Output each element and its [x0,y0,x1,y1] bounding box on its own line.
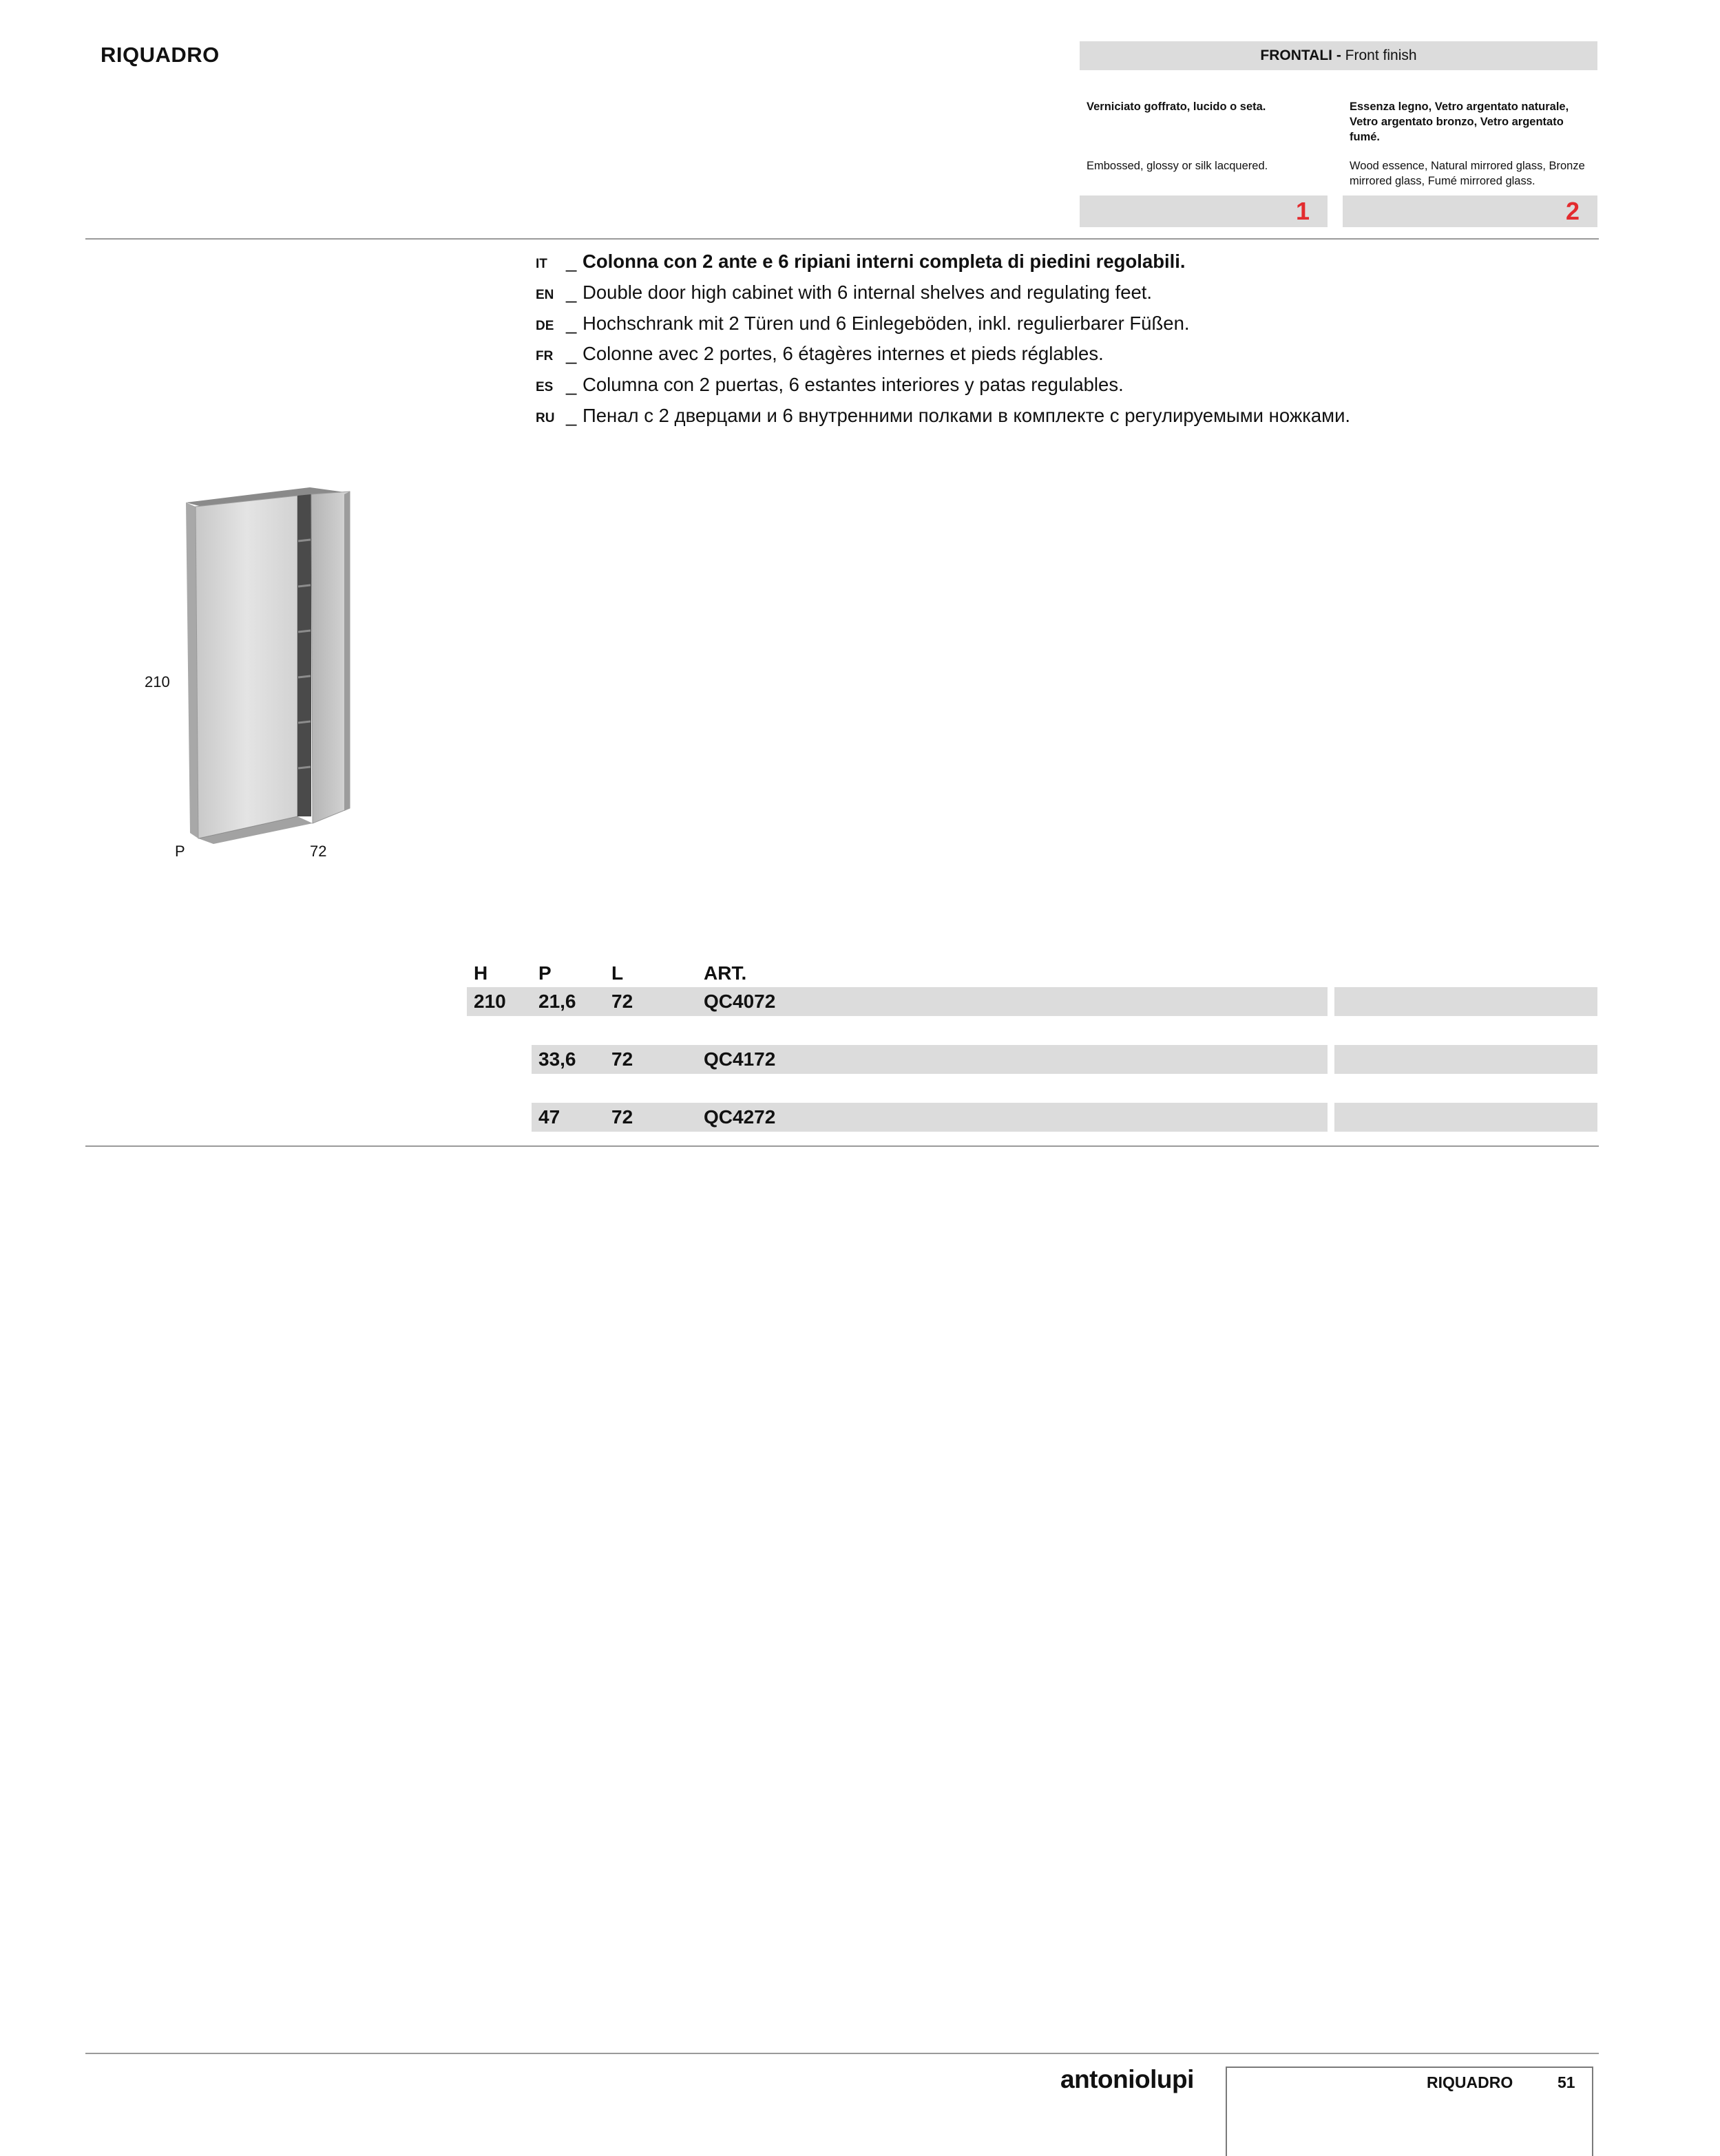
description-text: Hochschrank mit 2 Türen und 6 Einlegeböden, inkl. regulierbarer Füßen. [583,312,1190,334]
description-block [536,248,1350,433]
cell-l: 72 [611,1048,633,1070]
language-code: RU [536,410,555,425]
description-row [536,310,1350,341]
column-header-l: L [611,962,624,984]
divider-top [85,238,1599,240]
description-row [536,402,1350,433]
description-row [536,248,1350,279]
language-code: ES [536,380,554,395]
finish-1-it: Verniciato goffrato, lucido o seta. [1087,101,1266,113]
description-text: Пенал с 2 дверцами и 6 внутренними полками в комплекте с регулируемыми ножками. [583,404,1351,426]
footer-box [1226,2067,1593,2156]
column-header-h: H [474,962,488,984]
language-code: IT [536,257,547,271]
finish-number-2: 2 [1343,195,1597,227]
finish-column-2 [1350,99,1595,189]
finish-header [1080,41,1597,70]
column-header-art: ART. [704,962,747,984]
description-row [536,340,1350,371]
separator: _ [566,404,577,426]
cell-p: 47 [538,1106,560,1128]
dimension-width: 72 [310,843,327,860]
separator: _ [566,374,577,396]
table-row [467,987,1328,1016]
cell-art: QC4172 [704,1048,776,1070]
table-row-extra [1334,987,1597,1016]
divider-footer [85,2053,1599,2054]
description-text: Colonne avec 2 portes, 6 étagères internes et pieds réglables. [583,343,1104,365]
cabinet-door-left [196,496,297,838]
cabinet-door-right [311,492,350,823]
language-code: EN [536,287,554,302]
page-number: 51 [1558,2073,1575,2091]
description-text: Double door high cabinet with 6 internal shelves and regulating feet. [583,281,1153,303]
finish-number-1: 1 [1080,195,1328,227]
description-row [536,279,1350,310]
finish-2-en: Wood essence, Natural mirrored glass, Bronze mirrored glass, Fumé mirrored glass. [1350,160,1585,187]
language-code: DE [536,318,554,333]
footer-section: RIQUADRO [1427,2073,1513,2091]
table-row [532,1103,1328,1132]
finish-1-en: Embossed, glossy or silk lacquered. [1087,160,1268,172]
brand-logo: antoniolupi [1060,2065,1194,2093]
separator: _ [566,281,577,303]
finish-column-1 [1087,99,1332,173]
cell-p: 33,6 [538,1048,576,1070]
finish-2-it: Essenza legno, Vetro argentato naturale, Vetro argentato bronzo, Vetro argentato fumé. [1350,101,1569,143]
cell-l: 72 [611,1106,633,1128]
divider-bottom [85,1145,1599,1147]
cell-p: 21,6 [538,991,576,1012]
table-row-extra [1334,1045,1597,1074]
cell-h: 210 [474,991,506,1012]
cabinet-drawing [172,482,365,854]
finish-header-bold: FRONTALI - [1260,47,1341,63]
finish-header-text: Front finish [1341,47,1417,63]
table-row [532,1045,1328,1074]
separator: _ [566,343,577,365]
cell-art: QC4272 [704,1106,776,1128]
description-text: Colonna con 2 ante e 6 ripiani interni completa di piedini regolabili. [583,251,1186,272]
description-row [536,371,1350,402]
cell-art: QC4072 [704,991,776,1012]
dimension-depth: P [175,843,185,860]
description-text: Columna con 2 puertas, 6 estantes interiores y patas regulables. [583,374,1124,396]
dimension-height: 210 [145,673,170,690]
separator: _ [566,312,577,334]
cell-l: 72 [611,991,633,1012]
separator: _ [566,251,577,272]
page-title: RIQUADRO [101,43,220,67]
table-row-extra [1334,1103,1597,1132]
language-code: FR [536,349,554,364]
column-header-p: P [538,962,552,984]
cabinet-door-edge [344,492,350,811]
